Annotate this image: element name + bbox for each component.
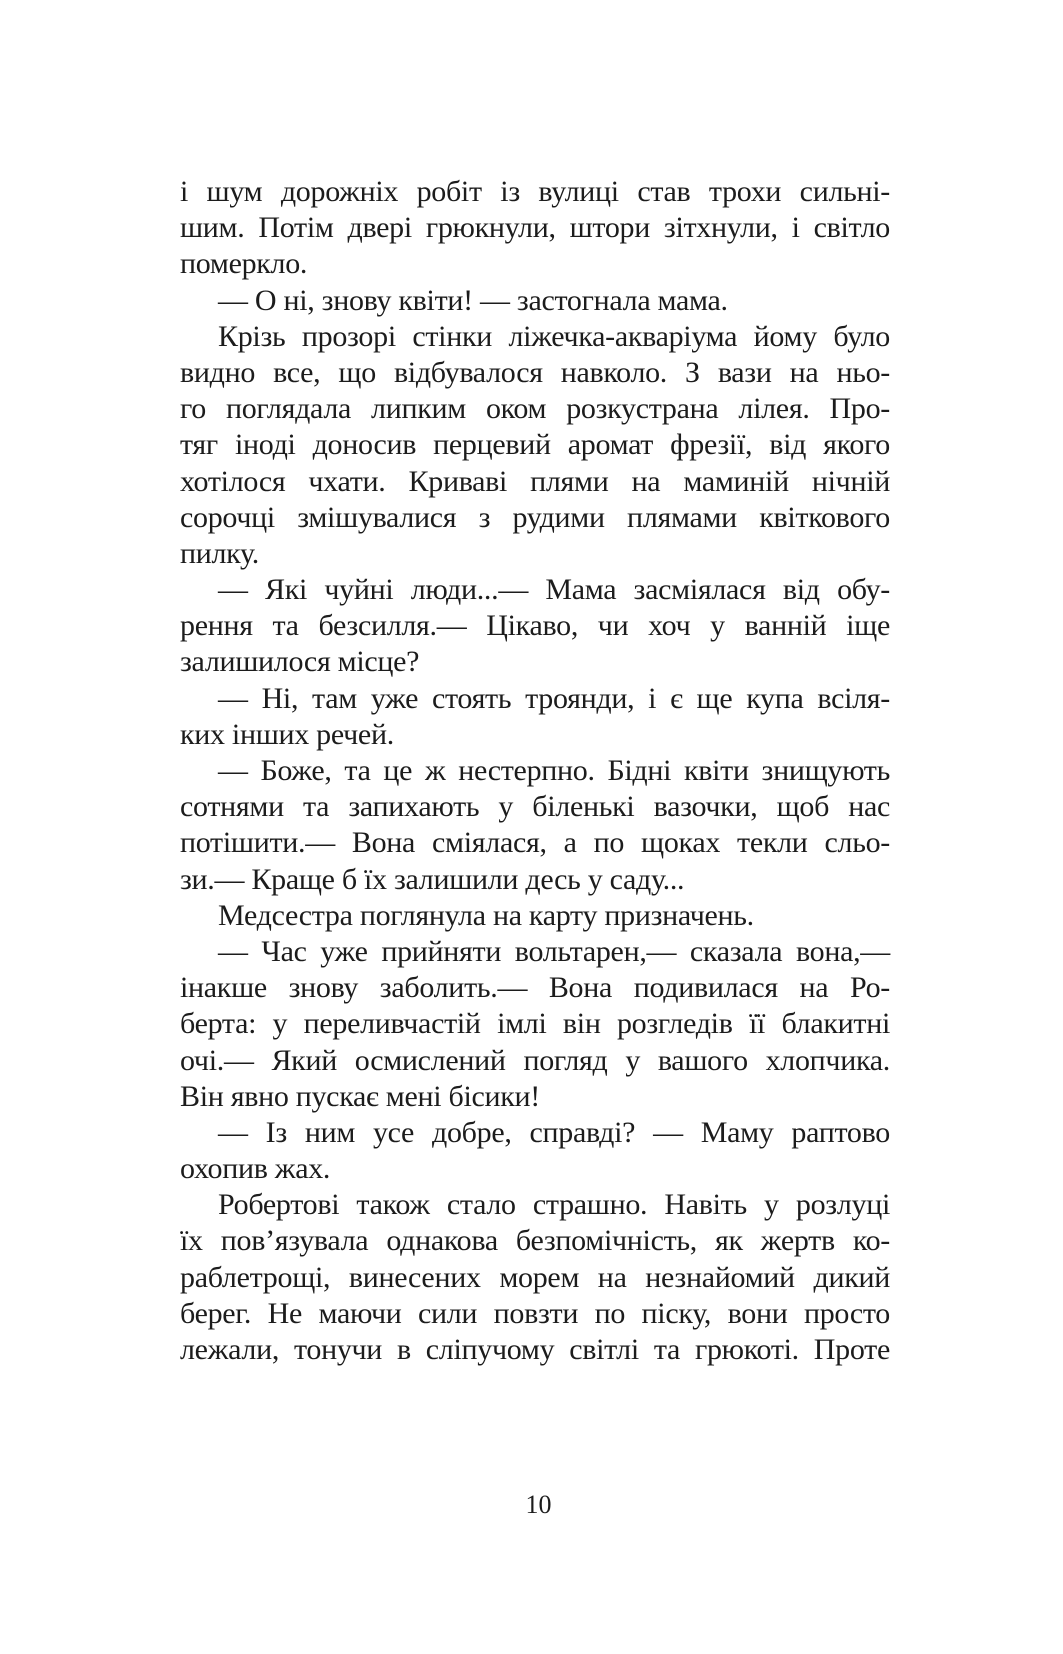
text-line: Він явно пускає мені бісики! — [180, 1079, 540, 1113]
text-line: — Боже, та це ж нестерпно. Бідні квіти знищують — [218, 754, 890, 787]
text-line: Медсестра поглянула на карту призначень. — [218, 898, 754, 932]
text-line: сорочці змішувалися з рудими плямами квіткового — [180, 500, 890, 534]
text-line: їх пов’язувала однакова безпомічність, як жертв ко- — [180, 1224, 890, 1258]
text-line: Крізь прозорі стінки ліжечка-акваріума йому було — [218, 319, 890, 353]
text-line: лежали, тонучи в сліпучому світлі та грюкоті. Проте — [180, 1333, 890, 1366]
text-line: Робертові також стало страшно. Навіть у розлуці — [218, 1188, 890, 1222]
text-line: — Із ним усе добре, справді? — Маму раптово — [218, 1115, 890, 1149]
text-line: — Ні, там уже стоять троянди, і є ще купа всіля- — [218, 681, 890, 715]
text-line: раблетрощі, винесених морем на незнайомий дикий — [180, 1260, 890, 1294]
text-line: го поглядала липким оком розкустрана лілея. Про- — [180, 392, 890, 426]
text-line: — Час уже прийняти вольтарен,— сказала вона,— — [218, 934, 890, 968]
text-line: берта: у переливчастій імлі він розгледів її блакитні — [180, 1007, 890, 1041]
text-line: рення та безсилля.— Цікаво, чи хоч у ванній іще — [180, 609, 890, 643]
text-line: хотілося чхати. Криваві плями на маминій нічній — [180, 464, 890, 498]
page-number: 10 — [525, 1490, 552, 1519]
text-line: очі.— Який осмислений погляд у вашого хлопчика. — [180, 1043, 890, 1077]
text-line: пилку. — [180, 536, 259, 570]
text-line: берег. Не маючи сили повзти по піску, вони просто — [180, 1296, 890, 1330]
text-line: сотнями та запихають у біленькі вазочки, щоб нас — [180, 790, 890, 824]
text-line: шим. Потім двері грюкнули, штори зітхнули, і світло — [180, 211, 890, 245]
text-line: і шум дорожніх робіт із вулиці став трохи сильні- — [180, 175, 890, 208]
body-text — [180, 174, 890, 1368]
text-line: — О ні, знову квіти! — застогнала мама. — [218, 283, 728, 317]
text-line: залишилося місце? — [180, 645, 420, 679]
text-line: охопив жах. — [180, 1152, 331, 1186]
text-line: видно все, що відбувалося навколо. З вази на ньо- — [180, 355, 890, 389]
text-line: тяг іноді доносив перцевий аромат фрезії, від якого — [180, 428, 890, 462]
text-line: ких інших речей. — [180, 717, 394, 751]
text-line: померкло. — [180, 247, 308, 281]
text-line: зи.— Краще б їх залишили десь у саду... — [180, 862, 685, 896]
text-line: інакше знову заболить.— Вона подивилася на Ро- — [180, 971, 890, 1005]
text-line: — Які чуйні люди...— Мама засміялася від обу- — [218, 573, 890, 607]
text-line: потішити.— Вона сміялася, а по щоках текли сльо- — [180, 826, 890, 860]
